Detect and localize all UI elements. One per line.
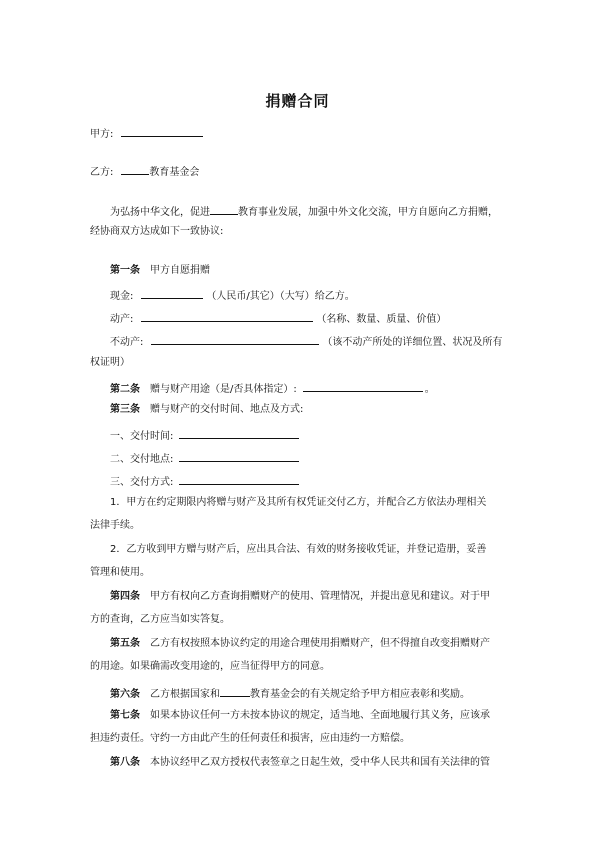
party-b-blank[interactable] [121,163,149,175]
article-5-label: 第五条 [110,638,140,649]
article-7-line-2: 担违约责任。守约一方由此产生的任何责任和损害，应由违约一方赔偿。 [90,733,410,744]
delivery-time-label: 一、交付时间: [110,431,174,442]
intro-line-2: 经协商双方达成如下一致协议: [90,226,224,237]
immovable-suffix: （该不动产所处的详细位置、状况及所有 [322,337,503,348]
movable-label: 动产: [110,314,134,325]
party-a-label: 甲方: [90,129,114,140]
article-2-text: 赠与财产用途（是/否具体指定）: [150,384,297,395]
party-a-line [90,125,206,142]
immovable-blank[interactable] [151,333,319,345]
usage-blank[interactable] [303,380,423,392]
cash-suffix: （人民币/其它）（大写）给乙方。 [206,291,355,302]
clause-2-line-2: 管理和使用。 [90,567,150,578]
party-a-blank[interactable] [121,125,203,137]
immovable-line-cont: 权证明） [90,357,130,368]
article-4-line-2: 方的查询，乙方应当如实答复。 [90,614,230,625]
clause-1-line-1: 1．甲方在约定期限内将赠与财产及其所有权凭证交付乙方，并配合乙方依法办理相关 [110,497,487,508]
document-title: 捐赠合同 [265,92,330,110]
article-3-heading [110,403,303,417]
delivery-method-label: 三、交付方式: [110,477,174,488]
clause-2-line-1: 2．乙方收到甲方赠与财产后，应出具合法、有效的财务接收凭证，并登记造册，妥善 [110,544,487,555]
intro-blank[interactable] [210,203,238,215]
article-1-heading [110,264,210,278]
article-6-text-b: 教育基金会的有关规定给予甲方相应表彰和奖励。 [250,689,470,700]
article-7-text: 如果本协议任何一方未按本协议的规定，适当地、全面地履行其义务，应该承 [150,710,490,721]
intro-text-a: 为弘扬中华文化，促进 [110,207,210,218]
delivery-time-blank[interactable] [179,427,299,439]
party-b-line [90,163,199,180]
article-8-label: 第八条 [110,757,140,768]
article-6-text-a: 乙方根据国家和 [150,689,220,700]
article-1-label: 第一条 [110,265,140,276]
movable-blank[interactable] [141,310,313,322]
party-b-suffix: 教育基金会 [149,167,200,178]
article-8-text: 本协议经甲乙双方授权代表签章之日起生效，受中华人民共和国有关法律的管 [150,757,490,768]
article-7-label: 第七条 [110,710,140,721]
article-7-line-1 [110,709,490,723]
article-4-line-1 [110,590,490,604]
article-5-text: 乙方有权按照本协议约定的用途合理使用捐赠财产，但不得擅自改变捐赠财产 [150,638,490,649]
immovable-label: 不动产: [110,337,144,348]
movable-line [110,310,446,327]
article-5-line-2: 的用途。如果确需改变用途的，应当征得甲方的同意。 [90,661,330,672]
delivery-place-line [110,450,302,467]
cash-label: 现金: [110,291,134,302]
article-4-text: 甲方有权向乙方查询捐赠财产的使用、管理情况，并提出意见和建议。对于甲 [150,591,490,602]
party-b-label: 乙方: [90,167,114,178]
article-3-text: 赠与财产的交付时间、地点及方式: [150,404,304,415]
article-1-text: 甲方自愿捐赠 [150,265,210,276]
cash-blank[interactable] [141,287,203,299]
delivery-place-blank[interactable] [179,450,299,462]
movable-suffix: （名称、数量、质量、价值） [316,314,447,325]
article-2 [110,380,435,397]
article-4-label: 第四条 [110,591,140,602]
article-6-label: 第六条 [110,689,140,700]
clause-1-line-2: 法律手续。 [90,520,140,531]
article-5-line-1 [110,637,490,651]
article-8-line-1 [110,756,490,770]
intro-line-1 [110,203,498,220]
delivery-method-line [110,473,302,490]
delivery-place-label: 二、交付地点: [110,454,174,465]
article-2-label: 第二条 [110,384,140,395]
delivery-method-blank[interactable] [179,473,299,485]
intro-text-b: 教育事业发展，加强中外文化交流，甲方自愿向乙方捐赠， [238,207,498,218]
immovable-line [110,333,502,350]
cash-line [110,287,355,304]
delivery-time-line [110,427,302,444]
article-3-label: 第三条 [110,404,140,415]
article-2-end: 。 [424,384,435,395]
article-6 [110,685,470,702]
foundation-blank[interactable] [220,685,250,697]
